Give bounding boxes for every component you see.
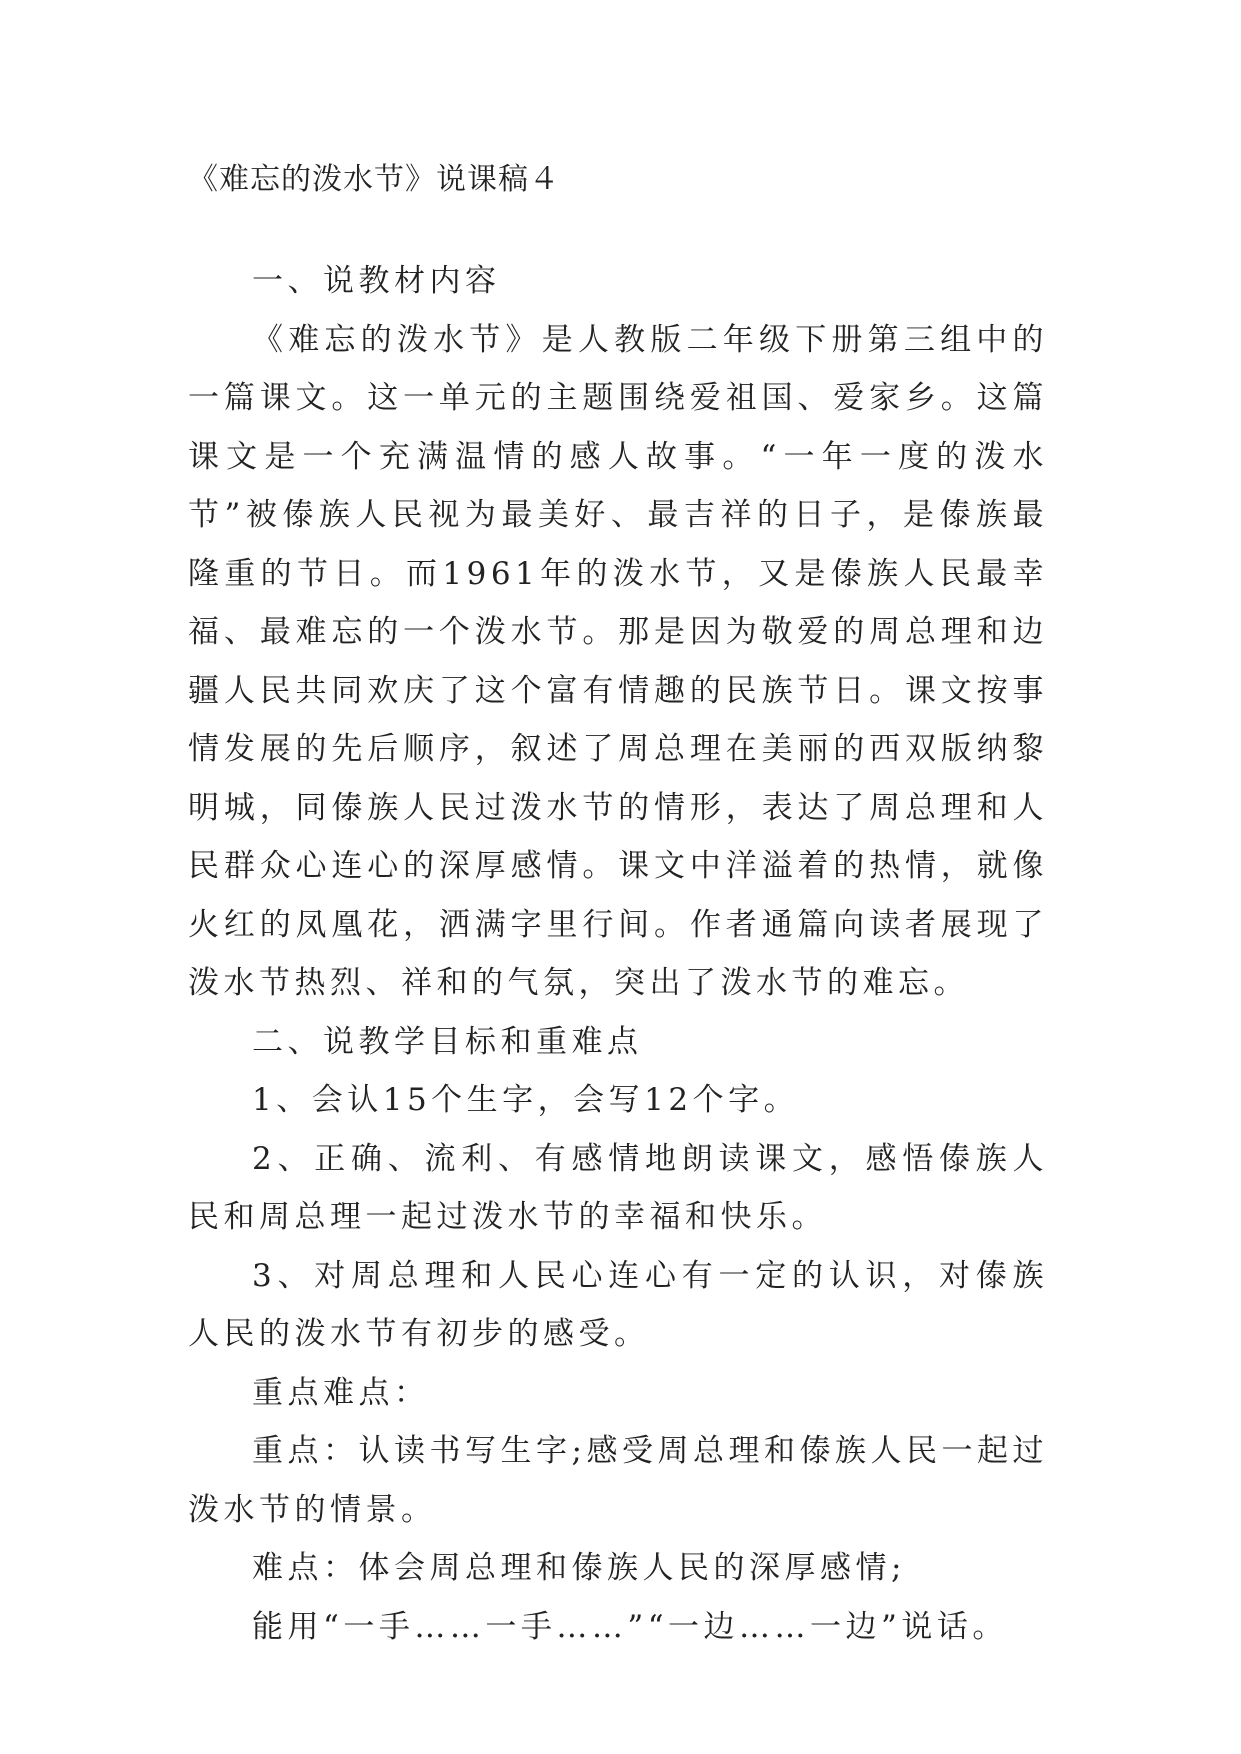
objective-item-3: 3、对周总理和人民心连心有一定的认识，对傣族人民的泼水节有初步的感受。 (188, 1257, 1048, 1352)
difficult-point-continued: 能用“一手……一手……”“一边……一边”说话。 (252, 1608, 1008, 1645)
difficult-point: 难点：体会周总理和傣族人民的深厚感情; (252, 1550, 906, 1586)
section-heading-teaching-material: 一、说教材内容 (252, 263, 501, 299)
paragraph-material-description: 《难忘的泼水节》是人教版二年级下册第三组中的一篇课文。这一单元的主题围绕爱祖国、爱家乡。这篇课文是一个充满温情的感人故事。“一年一度的泼水节”被傣族人民视为最美好、最吉祥的日子，是傣族最隆重的节日。而1961年的泼水节，又是傣族人民最幸福、最难忘的一个泼水节。那是因为敬爱的周总理和边疆人民共同欢庆了这个富有情趣的民族节日。课文按事情发展的先后顺序，叙述了周总理在美丽的西双版纳黎明城，同傣族人民过泼水节的情形，表达了周总理和人民群众心连心的深厚感情。课文中洋溢着的热情，就像火红的凤凰花，洒满字里行间。作者通篇向读者展现了泼水节热烈、祥和的气氛，突出了泼水节的难忘。 (188, 321, 1048, 1001)
document-title: 《难忘的泼水节》说课稿４ (188, 162, 560, 197)
key-point: 重点：认读书写生字;感受周总理和傣族人民一起过泼水节的情景。 (188, 1433, 1048, 1528)
objective-item-2: 2、正确、流利、有感情地朗读课文，感悟傣族人民和周总理一起过泼水节的幸福和快乐。 (188, 1140, 1048, 1235)
key-points-heading: 重点难点： (252, 1374, 430, 1411)
document-body (188, 252, 1048, 1656)
objective-item-1: 1、会认15个生字，会写12个字。 (252, 1082, 800, 1118)
section-heading-objectives: 二、说教学目标和重难点 (252, 1023, 643, 1060)
